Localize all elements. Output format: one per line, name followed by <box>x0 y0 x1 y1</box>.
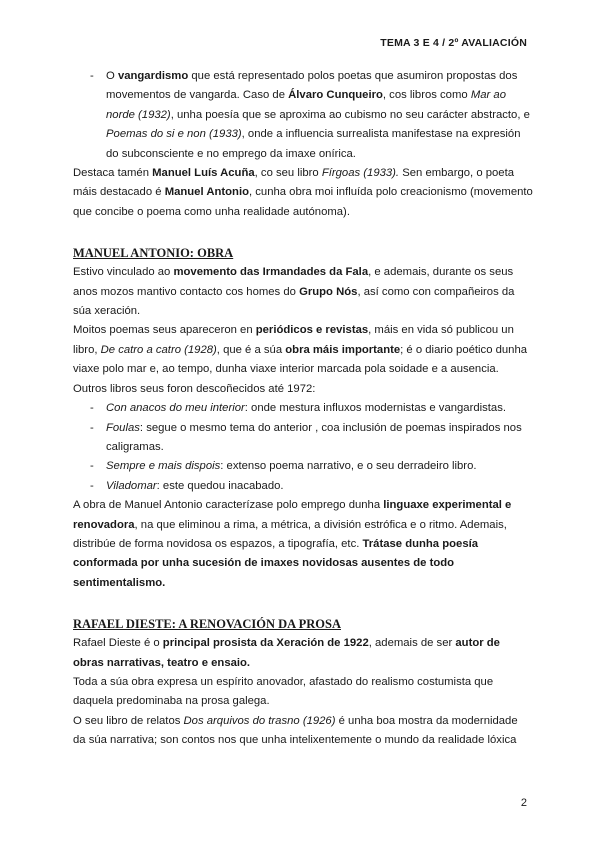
text-run: : extenso poema narrativo, e o seu derradeiro libro. <box>220 460 477 473</box>
text-run: Mar ao norde (1932) <box>106 89 506 121</box>
book-item <box>106 402 506 414</box>
text-run: Estivo vinculado ao <box>73 266 174 279</box>
text-run: : onde mestura influxos modernistas e vangardistas. <box>244 402 506 415</box>
bullet-dash: - <box>90 70 94 82</box>
text-run: Con anacos do meu interior <box>106 402 245 415</box>
paragraph <box>73 496 533 593</box>
paragraph-acuna <box>73 164 533 222</box>
text-run: De catro a catro (1928) <box>100 343 217 356</box>
text-run: Dos arquivos do trasno (1926) <box>183 714 336 727</box>
text-run: linguaxe experimental e renovadora <box>73 499 512 531</box>
text-run: vangardismo <box>117 70 189 82</box>
text-run: , ademais de ser <box>368 637 456 650</box>
text-run: Manuel Antonio <box>164 186 249 199</box>
text-run: Toda a súa obra expresa un espírito anovador, afastado do realismo costumista que daquela predominaba na prosa galega. <box>73 675 494 708</box>
text-run: Poemas do si e non (1933) <box>106 128 242 141</box>
list-item <box>73 67 533 164</box>
text-run: Viladomar <box>106 479 157 492</box>
text-run: Foulas <box>106 421 140 434</box>
text-run: O <box>106 70 118 82</box>
text-run: , e ademais, durante os seus anos mozos mantivo contacto cos homes do <box>73 266 514 298</box>
paragraph <box>73 634 533 673</box>
text-run: Sempre e mais dispois <box>106 460 221 473</box>
text-run: Sen embargo, o poeta máis destacado é <box>73 167 515 199</box>
book-item <box>106 460 477 472</box>
text-run: obra máis importante <box>285 343 401 356</box>
text-run: Outros libros seus foron descoñecidos até 1972: <box>73 382 316 395</box>
section-heading-rafael-dieste: RAFAEL DIESTE: A RENOVACIÓN DA PROSA <box>73 617 341 632</box>
text-run: movemento das Irmandades da Fala <box>173 266 369 279</box>
text-run: , cos libros como <box>382 89 471 102</box>
text-run: , que é a súa <box>216 343 286 356</box>
text-run: Manuel Luís Acuña <box>152 167 255 180</box>
text-run: periódicos e revistas <box>255 324 369 337</box>
vangardismo-text <box>106 70 530 160</box>
paragraph <box>73 673 533 712</box>
text-run: , onde a influencia surrealista manifestase na expresión do subconsciente e no emprego da imaxe onírica. <box>106 128 521 160</box>
text-run: Rafael Dieste é o <box>73 637 163 650</box>
text-run: principal prosista da Xeración de 1922 <box>162 637 369 650</box>
text-run: Grupo Nós <box>299 285 358 298</box>
text-run: Álvaro Cunqueiro <box>288 89 383 102</box>
text-run: é unha boa mostra da modernidade da súa narrativa; son contos nos que unha intelixentemente o mundo da realidade lóxica <box>73 714 518 747</box>
text-run: Moitos poemas seus apareceron en <box>73 324 256 337</box>
paragraph <box>73 712 533 751</box>
text-run: que está representado polos poetas que asumiron propostas dos movementos de vangarda. Caso de <box>106 70 518 102</box>
text-run: O seu libro de relatos <box>73 714 184 727</box>
text-run: : segue o mesmo tema do anterior , coa inclusión de poemas inspirados nos caligramas. <box>106 421 522 453</box>
text-run: , así como con compañeiros da súa xeración. <box>73 285 515 318</box>
list-item <box>73 477 533 496</box>
list-item <box>73 419 533 458</box>
text-run: , na que eliminou a rima, a métrica, a división estrófica e o ritmo. Ademais, distribúe de forma novidosa os espazos, a tipografía, etc. <box>73 518 507 550</box>
document-body <box>73 67 533 751</box>
text-run: ; é o diario poético dunha viaxe polo mar e, ao tempo, dunha viaxe interior marcada pola soidade e a ausencia. <box>73 343 528 376</box>
bullet-dash: - <box>90 479 94 492</box>
list-item <box>73 457 533 476</box>
text-run: Fírgoas (1933). <box>321 167 400 180</box>
book-item <box>106 422 522 453</box>
text-run: , máis en vida só publicou un libro, <box>73 324 514 356</box>
text-run: A obra de Manuel Antonio caracterízase polo emprego dunha <box>73 499 384 512</box>
text-run: , unha poesía que se aproxima ao cubismo no seu carácter abstracto, e <box>170 108 530 121</box>
bullet-dash: - <box>90 421 94 434</box>
text-run: Trátase dunha poesía conformada por unha sucesión de imaxes novidosas ausentes de todo sentimentalismo. <box>73 537 479 589</box>
section-heading-manuel-antonio: MANUEL ANTONIO: OBRA <box>73 246 234 261</box>
top-bullet-list <box>73 67 533 164</box>
paragraph <box>73 321 533 379</box>
text-run: autor de obras narrativas, teatro e ensaio. <box>73 637 500 669</box>
books-list <box>73 399 533 496</box>
list-item <box>73 399 533 418</box>
text-run: : este quedou inacabado. <box>156 479 284 492</box>
paragraph <box>73 263 533 321</box>
book-item <box>106 480 284 492</box>
text-run: , cunha obra moi influída polo creacionismo (movemento que concibe o poema como unha realidade autónoma). <box>73 186 533 218</box>
paragraph <box>73 380 533 399</box>
bullet-dash: - <box>90 460 94 473</box>
text-run: , co seu libro <box>254 167 322 180</box>
page-number: 2 <box>520 797 527 809</box>
page-header: TEMA 3 E 4 / 2º AVALIACIÓN <box>380 37 527 49</box>
bullet-dash: - <box>90 402 94 415</box>
text-run: Destaca tamén <box>73 167 153 180</box>
